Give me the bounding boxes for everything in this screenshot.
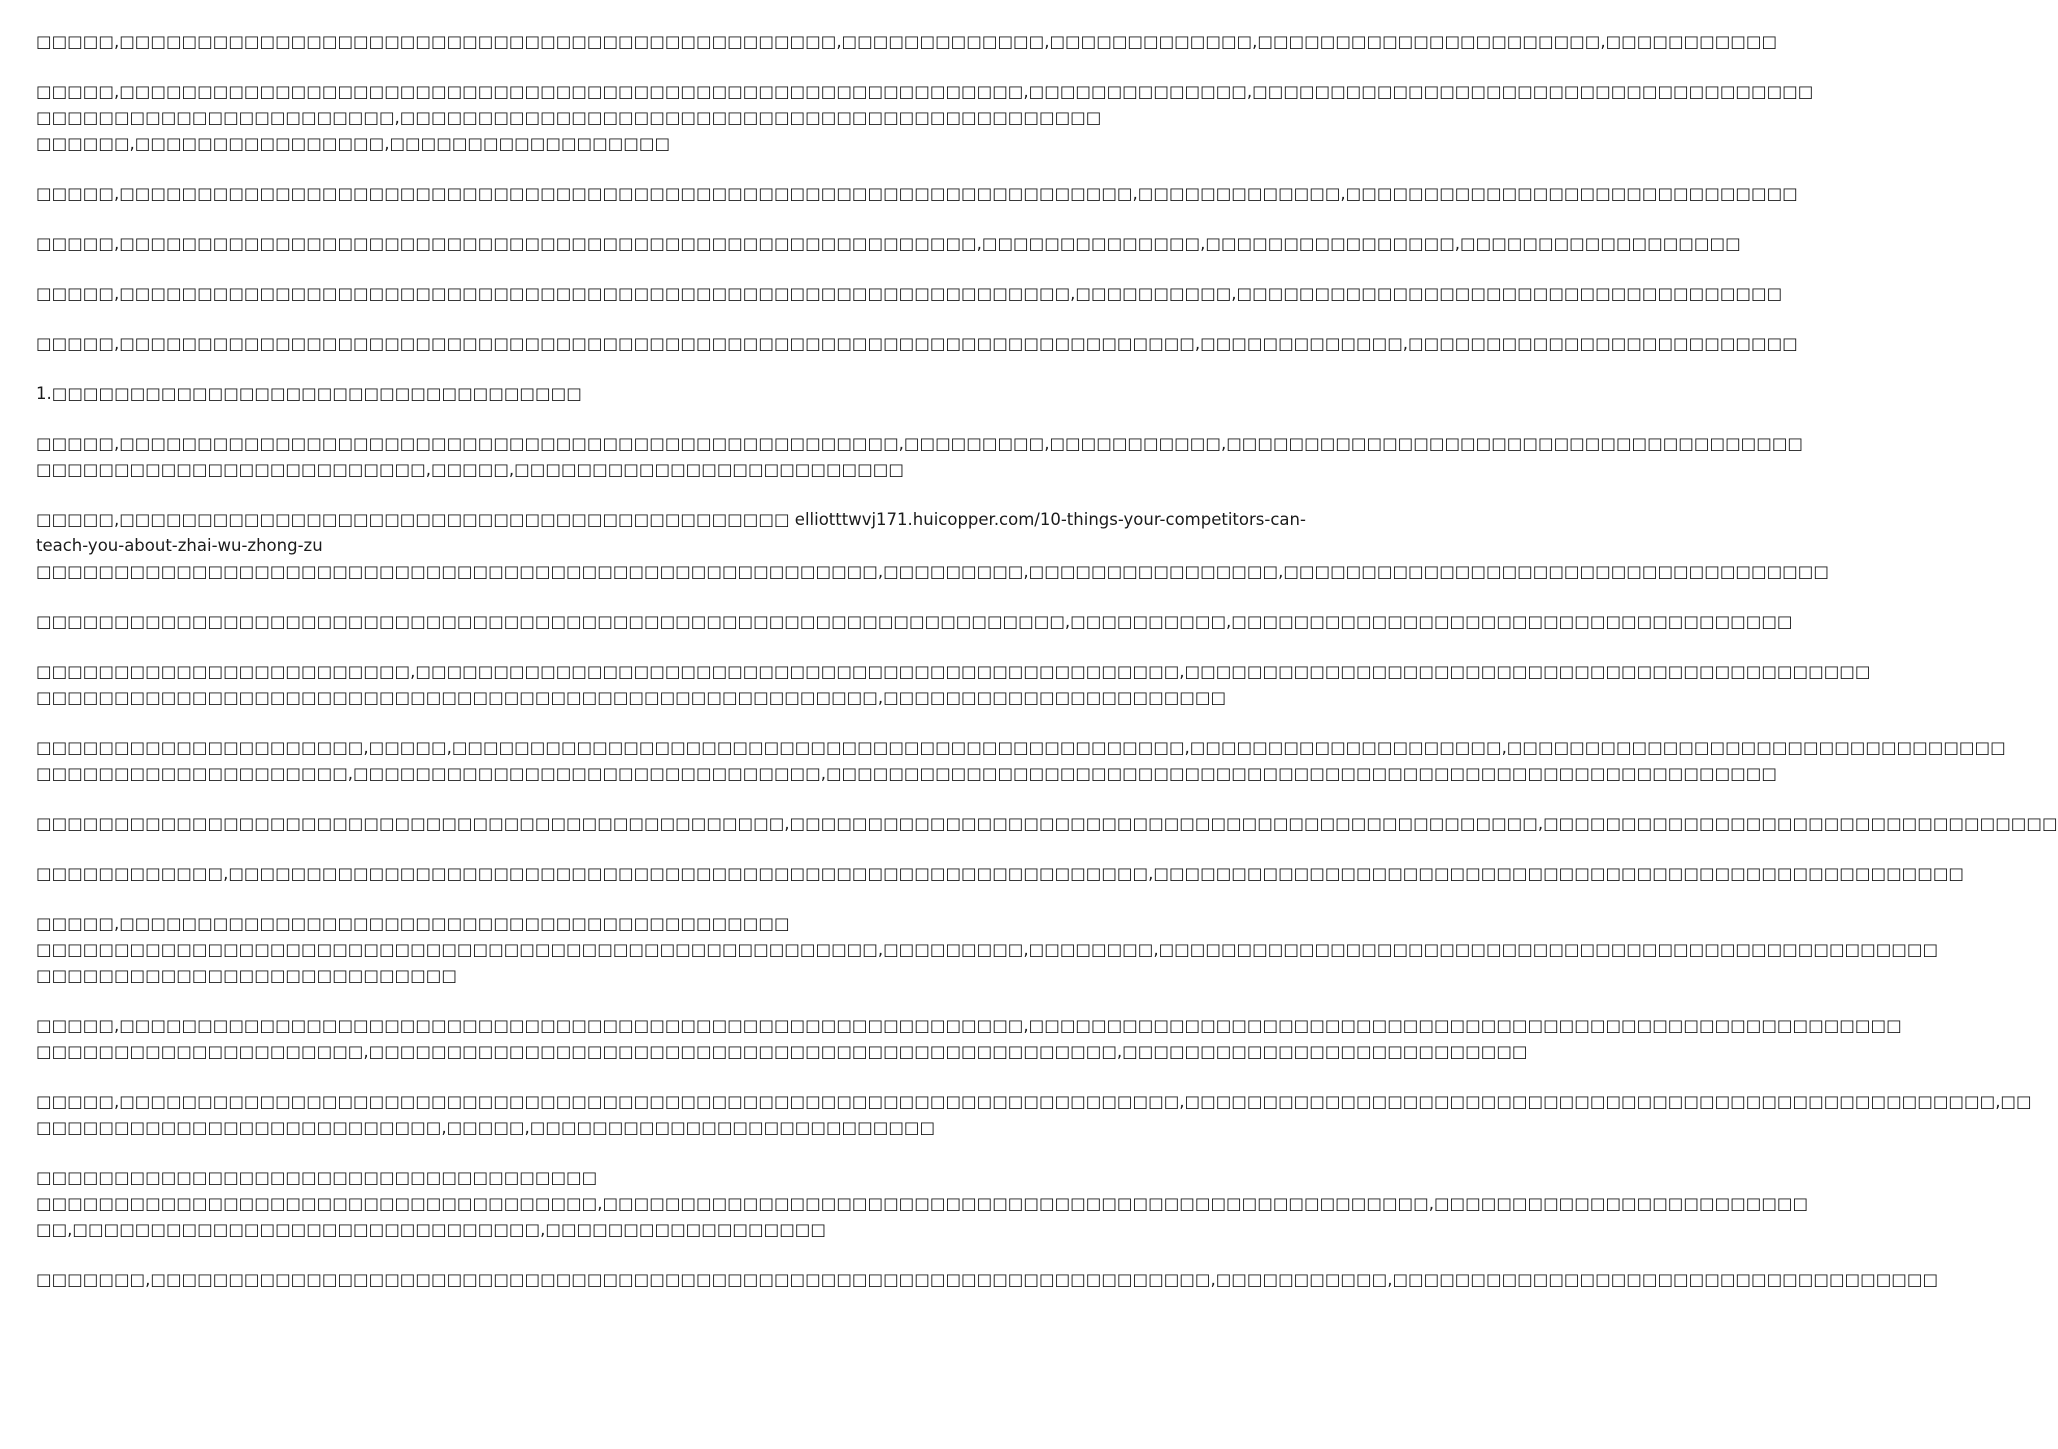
paragraph-line: □□□□□□□□□□□□,□□□□□□□□□□□□□□□□□□□□□□□□□□□□□□□□□□□□□□□□□□□□□□□□□□□□□□□□□□□,□□□□□□□□□□□□□□□□□□□□□□□□□□□□□□□□□□□□□□□□□□□□□□□□□□□□	[36, 864, 1965, 883]
paragraph-line: □□□□□□□□□□□□□□□□□□□□□□□,□□□□□□□□□□□□□□□□□□□□□□□□□□□□□□□□□□□□□□□□□□□□□	[36, 108, 1102, 127]
paragraph	[36, 811, 2058, 837]
paragraph	[36, 231, 1741, 257]
paragraph	[36, 735, 2006, 787]
paragraph	[36, 911, 1939, 989]
paragraph-line: □□□□□,□□□□□□□□□□□□□□□□□□□□□□□□□□□□□□□□□□□□□□□□□□□	[36, 914, 790, 933]
paragraph-line: □□□□□,□□□□□□□□□□□□□□□□□□□□□□□□□□□□□□□□□□□□□□□□□□□□□□□□□□□□□□□□□□□□□,□□□□□□□□□□,□□□□□□□□□□□□□□□□□□□□□□□□□□□□□□□□□□□	[36, 284, 1783, 303]
paragraph-line: □□□□□□□□□□□□□□□□□□□□□,□□□□□,□□□□□□□□□□□□□□□□□□□□□□□□□□□□□□□□□□□□□□□□□□□□□□□,□□□□□□□□□□□□□□□□□□□□,□□□□□□□□□□□□□□□□□□□□□□□□□□□□□□□□	[36, 738, 2006, 757]
paragraph-line: □□,□□□□□□□□□□□□□□□□□□□□□□□□□□□□□□,□□□□□□□□□□□□□□□□□□	[36, 1220, 826, 1239]
paragraph	[36, 609, 1793, 635]
paragraph-line: □□□□□□□□□□□□□□□□□□□□□□□□□□□□□□□□□□□□□□□□□□□□□□□□□□□□□□□□□□□□□□□□□□,□□□□□□□□□□,□□□□□□□□□□□□□□□□□□□□□□□□□□□□□□□□□□□□	[36, 612, 1793, 631]
paragraph	[36, 1089, 2032, 1141]
paragraph-line: □□□□□□□□□□□□□□□□□□□□□□□□□□□□□□□□□□□□□□□□□□□□□□□□□□□□□□,□□□□□□□□□,□□□□□□□□□□□□□□□□,□□□□□□□□□□□□□□□□□□□□□□□□□□□□□□□□□□□	[36, 562, 1829, 581]
paragraph-line: □□□□□□□□□□□□□□□□□□□□□□□□□□□□□□□□□□□□□□□□□□□□□□□□□□□□□□,□□□□□□□□□,□□□□□□□□,□□□□□□□□□□□□□□□□□□□□□□□□□□□□□□□□□□□□□□□□□□□□□□□□□□	[36, 940, 1939, 959]
paragraph	[36, 29, 1778, 55]
paragraph-line: □□□□□□□□□□□□□□□□□□□□□,□□□□□□□□□□□□□□□□□□□□□□□□□□□□□□□□□□□□□□□□□□□□□□□□,□□□□□□□□□□□□□□□□□□□□□□□□□□	[36, 1042, 1528, 1061]
paragraph-line: □□□□□□□□□□□□□□□□□□□□□□□□□□□□□□□□□□□□□□□□□□□□□□□□□□□□□□,□□□□□□□□□□□□□□□□□□□□□□	[36, 688, 1227, 707]
paragraph	[36, 1165, 1809, 1243]
paragraph-line: □□□□□,□□□□□□□□□□□□□□□□□□□□□□□□□□□□□□□□□□□□□□□□□□□□□□□□□□□□□□□,□□□□□□□□□□□□□□,□□□□□□□□□□□□□□□□,□□□□□□□□□□□□□□□□□□	[36, 234, 1741, 253]
paragraph-line: □□□□□□□□□□□□□□□□□□□□□□□□□□□□□□□□□□□□,□□□□□□□□□□□□□□□□□□□□□□□□□□□□□□□□□□□□□□□□□□□□□□□□□□□□□,□□□□□□□□□□□□□□□□□□□□□□□□	[36, 1194, 1809, 1213]
paragraph-line: □□□□□□□□□□□□□□□□□□□□□□□□□□,□□□□□,□□□□□□□□□□□□□□□□□□□□□□□□□□	[36, 1118, 936, 1137]
paragraph	[36, 431, 1804, 483]
paragraph-line: □□□□□□□□□□□□□□□□□□□□□□□□□□□	[36, 966, 457, 985]
paragraph-line: □□□□□,□□□□□□□□□□□□□□□□□□□□□□□□□□□□□□□□□□□□□□□□□□□ elliotttwvj171.huicopper.com/10-things-your-competitors-can-	[36, 510, 1306, 529]
paragraph-line: □□□□□□□,□□□□□□□□□□□□□□□□□□□□□□□□□□□□□□□□□□□□□□□□□□□□□□□□□□□□□□□□□□□□□□□□□□□□,□□□□□□□□□□□,□□□□□□□□□□□□□□□□□□□□□□□□□□□□□□□□□□□	[36, 1270, 1939, 1289]
paragraph-line: □□□□□,□□□□□□□□□□□□□□□□□□□□□□□□□□□□□□□□□□□□□□□□□□□□□□□□□□□□□□□□□□□□□□□□□□□□□,□□□□□□□□□□□□□,□□□□□□□□□□□□□□□□□□□□□□□□□	[36, 334, 1798, 353]
paragraph-line: □□□□□,□□□□□□□□□□□□□□□□□□□□□□□□□□□□□□□□□□□□□□□□□□□□□□□□□□□□□□□□□□,□□□□□□□□□□□□□□□□□□□□□□□□□□□□□□□□□□□□□□□□□□□□□□□□□□□□□□□□	[36, 1016, 1902, 1035]
paragraph-line: □□□□□□□□□□□□□□□□□□□□□□□□□,□□□□□,□□□□□□□□□□□□□□□□□□□□□□□□□	[36, 460, 904, 479]
paragraph	[36, 281, 1783, 307]
paragraph	[36, 331, 1798, 357]
paragraph-line: □□□□□,□□□□□□□□□□□□□□□□□□□□□□□□□□□□□□□□□□□□□□□□□□□□□□□□□□□□□□□□□□□□□□□□□□□□,□□□□□□□□□□□□□□□□□□□□□□□□□□□□□□□□□□□□□□□□□□□□□□□□□□□□,□□	[36, 1092, 2032, 1111]
paragraph-line: □□□□□□□□□□□□□□□□□□□□□□□□□□□□□□□□□□□□□□□□□□□□□□□□,□□□□□□□□□□□□□□□□□□□□□□□□□□□□□□□□□□□□□□□□□□□□□□□□,□□□□□□□□□□□□□□□□□□□□□□□□□□□□□□□□□	[36, 814, 2058, 833]
paragraph-line: □□□□□,□□□□□□□□□□□□□□□□□□□□□□□□□□□□□□□□□□□□□□□□□□□□□□□□□□,□□□□□□□□□,□□□□□□□□□□□,□□□□□□□□□□□□□□□□□□□□□□□□□□□□□□□□□□□□□	[36, 434, 1804, 453]
paragraph	[36, 861, 1965, 887]
paragraph	[36, 381, 988, 407]
paragraph-line: □□□□□□,□□□□□□□□□□□□□□□□,□□□□□□□□□□□□□□□□□□	[36, 134, 671, 153]
paragraph-line: □□□□□□□□□□□□□□□□□□□□□□□□□□□□□□□□□□□□	[36, 1168, 598, 1187]
paragraph-line: 1.□□□□□□□□□□□□□□□□□□□□□□□□□□□□□□□□□□	[36, 384, 582, 403]
paragraph	[36, 79, 1814, 157]
paragraph	[36, 181, 1798, 207]
paragraph-line: □□□□□,□□□□□□□□□□□□□□□□□□□□□□□□□□□□□□□□□□□□□□□□□□□□□□□□□□□□□□□□□□,□□□□□□□□□□□□□□,□□□□□□□□□□□□□□□□□□□□□□□□□□□□□□□□□□□□	[36, 82, 1814, 101]
paragraph	[36, 507, 1829, 585]
paragraph-line: □□□□□,□□□□□□□□□□□□□□□□□□□□□□□□□□□□□□□□□□□□□□□□□□□□□□,□□□□□□□□□□□□□,□□□□□□□□□□□□□,□□□□□□□□□□□□□□□□□□□□□□,□□□□□□□□□□□	[36, 32, 1778, 51]
paragraph-line: teach-you-about-zhai-wu-zhong-zu	[36, 536, 323, 555]
paragraph	[36, 1013, 1902, 1065]
paragraph	[36, 1267, 1939, 1293]
paragraph-line: □□□□□□□□□□□□□□□□□□□□□□□□,□□□□□□□□□□□□□□□□□□□□□□□□□□□□□□□□□□□□□□□□□□□□□□□□□,□□□□□□□□□□□□□□□□□□□□□□□□□□□□□□□□□□□□□□□□□□□□	[36, 662, 1871, 681]
paragraph-line: □□□□□□□□□□□□□□□□□□□□,□□□□□□□□□□□□□□□□□□□□□□□□□□□□□□,□□□□□□□□□□□□□□□□□□□□□□□□□□□□□□□□□□□□□□□□□□□□□□□□□□□□□□□□□□□□□	[36, 764, 1777, 783]
paragraph	[36, 659, 1871, 711]
paragraph-line: □□□□□,□□□□□□□□□□□□□□□□□□□□□□□□□□□□□□□□□□□□□□□□□□□□□□□□□□□□□□□□□□□□□□□□□,□□□□□□□□□□□□□,□□□□□□□□□□□□□□□□□□□□□□□□□□□□□	[36, 184, 1798, 203]
